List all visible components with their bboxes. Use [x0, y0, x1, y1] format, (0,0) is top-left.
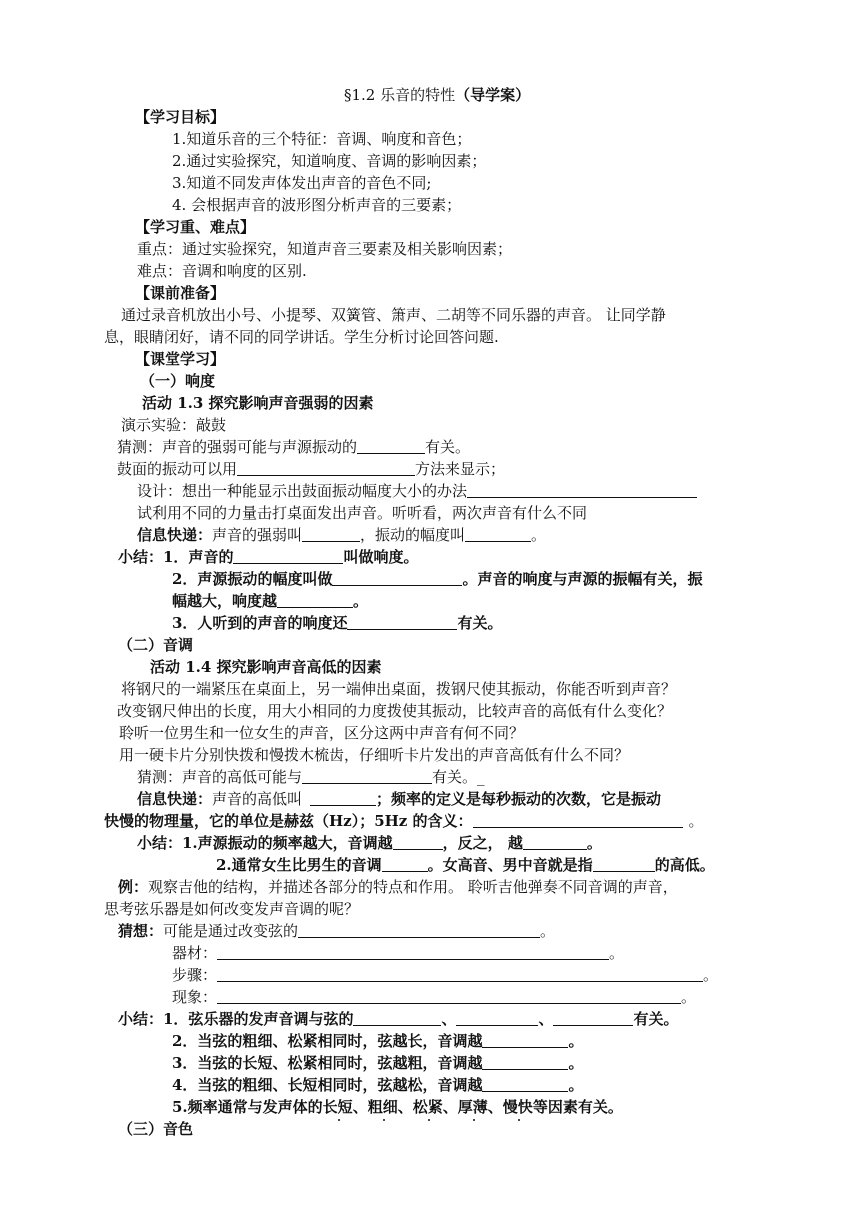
- text: 器材：: [172, 944, 218, 962]
- pitch-text: 将钢尺的一端紧压在桌面上，另一端伸出桌面，拨钢尺使其振动，你能否听到声音？: [121, 680, 677, 698]
- pitch-text: 改变钢尺伸出的长度，用大小相同的力度拨使其振动，比较声音的高低有什么变化？: [117, 702, 673, 720]
- steps-line: [172, 964, 718, 986]
- text: 。: [353, 592, 369, 610]
- text: 有关。: [457, 614, 503, 632]
- text: 有关。_: [432, 768, 485, 786]
- info-label: 信息快递：: [137, 790, 213, 808]
- text: 步骤：: [172, 966, 218, 984]
- guess-label: 猜想：: [118, 922, 164, 940]
- text: 观察吉他的结构，并描述各部分的特点和作用。 聆听吉他弹奏不同音调的声音，: [148, 878, 678, 896]
- objective-item: 3.知道不同发声体发出声音的音色不同;: [172, 174, 432, 192]
- pitch-guess-line: [137, 766, 485, 788]
- text: 快慢的物理量，它的单位是赫兹（Hz）；5Hz 的含义：: [104, 812, 473, 830]
- try-text: 试利用不同的力量击打桌面发出声音。听听看，两次声音有什么不同: [137, 504, 588, 522]
- section-header-pitch: （二）音调: [118, 636, 194, 654]
- text: 的高低。: [654, 856, 715, 874]
- equipment-line: [172, 942, 624, 964]
- example-line: [118, 876, 678, 898]
- blank-line: [217, 943, 609, 960]
- blank-line: [593, 855, 655, 872]
- text: 。女高音、男中音就是指: [427, 856, 593, 874]
- text: 4．当弦的粗细、长短相同时，弦越松，音调越: [172, 1076, 483, 1094]
- text: 。: [681, 988, 697, 1006]
- text: 2．当弦的粗细、松紧相同时，弦越长，音调越: [172, 1032, 483, 1050]
- string-summary-line: [172, 1074, 583, 1096]
- summary-line: [118, 546, 418, 568]
- text: ，振动的幅度叫: [360, 526, 466, 544]
- activity-title: 活动 1.3 探究影响声音强弱的因素: [142, 394, 374, 412]
- blank-line: [353, 1009, 441, 1026]
- blank-line: [467, 481, 697, 498]
- design-line: [137, 480, 697, 502]
- objective-item: 4. 会根据声音的波形图分析声音的三要素；: [172, 196, 462, 214]
- preparation-text: 通过录音机放出小号、小提琴、双簧管、箫声、二胡等不同乐器的声音。 让同学静: [121, 306, 666, 324]
- emphasis-word: 厚薄: [457, 1098, 488, 1116]
- text: 2．声源振动的幅度叫做: [172, 570, 333, 588]
- blank-line: [393, 833, 443, 850]
- class-study-header: 【课堂学习】: [135, 350, 226, 368]
- text: 、: [397, 1098, 413, 1116]
- string-summary-line: [118, 1008, 679, 1030]
- pitch-info-line: [137, 788, 661, 810]
- text: 。: [568, 1054, 584, 1072]
- blank-line: [523, 833, 587, 850]
- text: 3．当弦的长短、松紧相同时，弦越粗，音调越: [172, 1054, 483, 1072]
- blank-line: [217, 987, 681, 1004]
- title-prefix: §1.2 乐音的特性: [344, 86, 456, 104]
- text: 、: [441, 1010, 457, 1028]
- info-label: 信息快递：: [137, 526, 213, 544]
- text: ；频率的定义是每秒振动的次数，它是振动: [376, 790, 662, 808]
- text: 、: [352, 1098, 368, 1116]
- objectives-header: 【学习目标】: [135, 108, 226, 126]
- objective-item: 1.知道乐音的三个特征：音调、响度和音色；: [172, 130, 472, 148]
- text: 。: [688, 812, 704, 830]
- blank-line: [298, 921, 540, 938]
- pitch-text: 用一硬卡片分别快拨和慢拨木梳齿，仔细听卡片发出的声音高低有什么不同？: [119, 746, 630, 764]
- blank-line: [302, 525, 360, 542]
- blank-line: [233, 547, 343, 564]
- text: 有关。: [633, 1010, 679, 1028]
- text: 。: [568, 1032, 584, 1050]
- summary-line: [172, 568, 702, 590]
- text: 。: [609, 944, 625, 962]
- text: 、: [538, 1010, 554, 1028]
- phenomenon-line: [172, 986, 696, 1008]
- text: 有关。: [425, 438, 471, 456]
- blank-line: [465, 525, 531, 542]
- string-summary-line: [172, 1096, 623, 1118]
- text: 等因素有关。: [532, 1098, 623, 1116]
- text: 3．人听到的声音的响度还: [172, 614, 348, 632]
- blank-line: [347, 613, 457, 630]
- text: 小结：1．弦乐器的发声音调与弦的: [118, 1010, 354, 1028]
- text: 叫做响度。: [343, 548, 419, 566]
- blank-line: [456, 1009, 538, 1026]
- blank-line: [482, 1075, 568, 1092]
- demo-text: 演示实验：敲鼓: [121, 416, 227, 434]
- blank-line: [482, 1031, 568, 1048]
- pitch-info-line: [104, 810, 704, 832]
- info-line: [137, 524, 546, 546]
- title-suffix: （导学案）: [455, 86, 531, 104]
- text: 。: [531, 526, 547, 544]
- blank-line: [382, 855, 428, 872]
- blank-line: [482, 1053, 568, 1070]
- text: 猜测：声音的强弱可能与声源振动的: [117, 438, 358, 456]
- text: ，反之， 越: [442, 834, 523, 852]
- guess2-line: [118, 920, 555, 942]
- text: 幅越大，响度越: [172, 592, 278, 610]
- preparation-header: 【课前准备】: [135, 284, 226, 302]
- text: 可能是通过改变弦的: [163, 922, 299, 940]
- text: 。声音的响度与声源的振幅有关，振: [462, 570, 703, 588]
- guess-line: [117, 436, 470, 458]
- string-summary-line: [172, 1052, 583, 1074]
- emphasis-word: 长短: [322, 1098, 353, 1116]
- text: 设计：想出一种能显示出鼓面振动幅度大小的办法: [137, 482, 468, 500]
- text: 声音的高低叫: [212, 790, 303, 808]
- emphasis-word: 松紧: [412, 1098, 443, 1116]
- text: 2.通常女生比男生的音调: [216, 856, 382, 874]
- summary-line: [172, 590, 368, 612]
- key-point-difficulty: 难点：音调和响度的区别.: [137, 262, 307, 280]
- text: 猜测：声音的高低可能与: [137, 768, 303, 786]
- text: 。: [540, 922, 556, 940]
- text: 鼓面的振动可以用: [117, 460, 238, 478]
- text: 。: [568, 1076, 584, 1094]
- pitch-text: 聆听一位男生和一位女生的声音，区分这两中声音有何不同？: [119, 724, 525, 742]
- summary-line: [172, 612, 502, 634]
- blank-line: [553, 1009, 633, 1026]
- drum-line: [117, 458, 505, 480]
- example-line: 思考弦乐器是如何改变发声音调的呢？: [104, 900, 360, 918]
- preparation-text: 息，眼睛闭好，请不同的同学讲话。学生分析讨论回答问题.: [104, 328, 499, 346]
- blank-line: [217, 965, 703, 982]
- emphasis-word: 粗细: [367, 1098, 398, 1116]
- blank-line: [332, 569, 462, 586]
- text: 声音的强弱叫: [212, 526, 303, 544]
- emphasis-word: 慢快: [502, 1098, 533, 1116]
- key-point-focus: 重点：通过实验探究，知道声音三要素及相关影响因素；: [137, 240, 513, 258]
- pitch-summary-line: [216, 854, 715, 876]
- text: 小结：1．声音的: [118, 548, 234, 566]
- text: 、: [487, 1098, 503, 1116]
- key-points-header: 【学习重、难点】: [135, 218, 256, 236]
- text: 5.频率通常与发声体的: [172, 1098, 323, 1116]
- section-header-timbre: （三）音色: [118, 1120, 194, 1138]
- page-title: [344, 84, 530, 106]
- text: 。: [586, 834, 602, 852]
- text: 现象：: [172, 988, 218, 1006]
- string-summary-line: [172, 1030, 583, 1052]
- text: 方法来显示；: [415, 460, 506, 478]
- blank-line: [302, 767, 432, 784]
- text: 。: [703, 966, 719, 984]
- text: 小结：1.声源振动的频率越大，音调越: [137, 834, 393, 852]
- activity-title: 活动 1.4 探究影响声音高低的因素: [150, 658, 382, 676]
- blank-line: [277, 591, 353, 608]
- text: 、: [442, 1098, 458, 1116]
- blank-line: [357, 437, 425, 454]
- blank-line: [237, 459, 415, 476]
- blank-line: [310, 789, 376, 806]
- objective-item: 2.通过实验探究，知道响度、音调的影响因素；: [172, 152, 487, 170]
- example-label: 例：: [118, 878, 149, 896]
- blank-line: [473, 811, 683, 828]
- pitch-summary-line: [137, 832, 602, 854]
- section-header-loudness: （一）响度: [140, 372, 216, 390]
